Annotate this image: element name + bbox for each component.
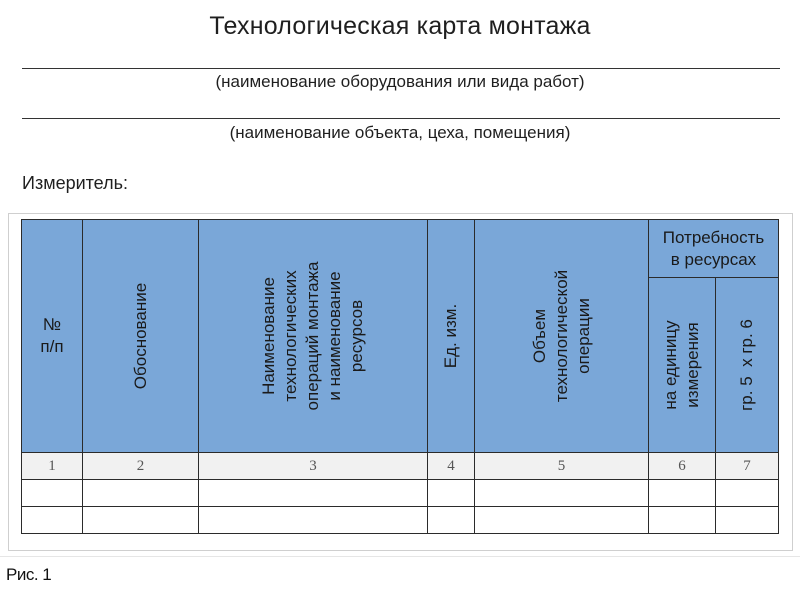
header-volume-line-2: технологической [551, 269, 571, 403]
header-per-unit-line-2: измерения [683, 322, 702, 408]
table-cell [199, 480, 428, 507]
meter-label: Измеритель: [22, 173, 128, 193]
tech-map-table [21, 219, 779, 534]
table-cell [199, 507, 428, 534]
table-cell [649, 480, 716, 507]
equipment-line [22, 68, 780, 69]
header-operations-line-2: технологических [281, 270, 300, 402]
table-cell [83, 480, 199, 507]
document-title: Технологическая карта монтажа [209, 12, 591, 40]
table-cell [428, 507, 475, 534]
table-cell [475, 480, 649, 507]
figure-label: Рис. 1 [6, 565, 52, 584]
table-cell [22, 480, 83, 507]
header-operations-label [258, 262, 368, 411]
header-number-line-2: п/п [40, 337, 64, 356]
column-number-2: 2 [83, 453, 199, 480]
table-cell [716, 507, 779, 534]
column-number-1: 1 [22, 453, 83, 480]
header-operations-line-5: ресурсов [347, 299, 366, 373]
header-volume-line-1: Объем [529, 308, 549, 364]
table-row [22, 507, 779, 534]
header-per-unit [649, 278, 716, 453]
header-resources [649, 220, 779, 278]
header-operations-line-1: Наименование [259, 277, 278, 395]
column-number-6: 6 [649, 453, 716, 480]
header-resources-line-2: в ресурсах [670, 249, 757, 269]
table-cell [716, 480, 779, 507]
header-operations [199, 220, 428, 453]
object-caption: (наименование объекта, цеха, помещения) [229, 123, 571, 142]
header-per-unit-label [660, 320, 704, 409]
header-resources-line-1: Потребность [662, 227, 765, 247]
column-number-3: 3 [199, 453, 428, 480]
table-cell [428, 480, 475, 507]
column-number-4: 4 [428, 453, 475, 480]
header-product [716, 278, 779, 453]
header-number-line-1: № [42, 315, 62, 334]
header-basis [83, 220, 199, 453]
table-row [22, 480, 779, 507]
column-number-7: 7 [716, 453, 779, 480]
equipment-caption: (наименование оборудования или вида работ) [215, 72, 585, 91]
header-basis-label: Обоснование [130, 282, 150, 390]
header-unit-label: Ед. изм. [441, 303, 460, 369]
table-cell [649, 507, 716, 534]
object-line [22, 118, 780, 119]
table-cell [83, 507, 199, 534]
header-number [22, 220, 83, 453]
header-volume [475, 220, 649, 453]
header-per-unit-line-1: на единицу [661, 320, 680, 410]
header-volume-line-3: операции [573, 298, 593, 374]
header-operations-line-4: и наименование [325, 271, 344, 401]
header-operations-line-3: операций монтажа [303, 261, 322, 411]
bottom-divider [0, 556, 800, 557]
header-unit [428, 220, 475, 453]
header-volume-label [529, 270, 595, 402]
column-number-5: 5 [475, 453, 649, 480]
header-product-label: гр. 5 х гр. 6 [737, 319, 756, 411]
table-cell [475, 507, 649, 534]
table-cell [22, 507, 83, 534]
